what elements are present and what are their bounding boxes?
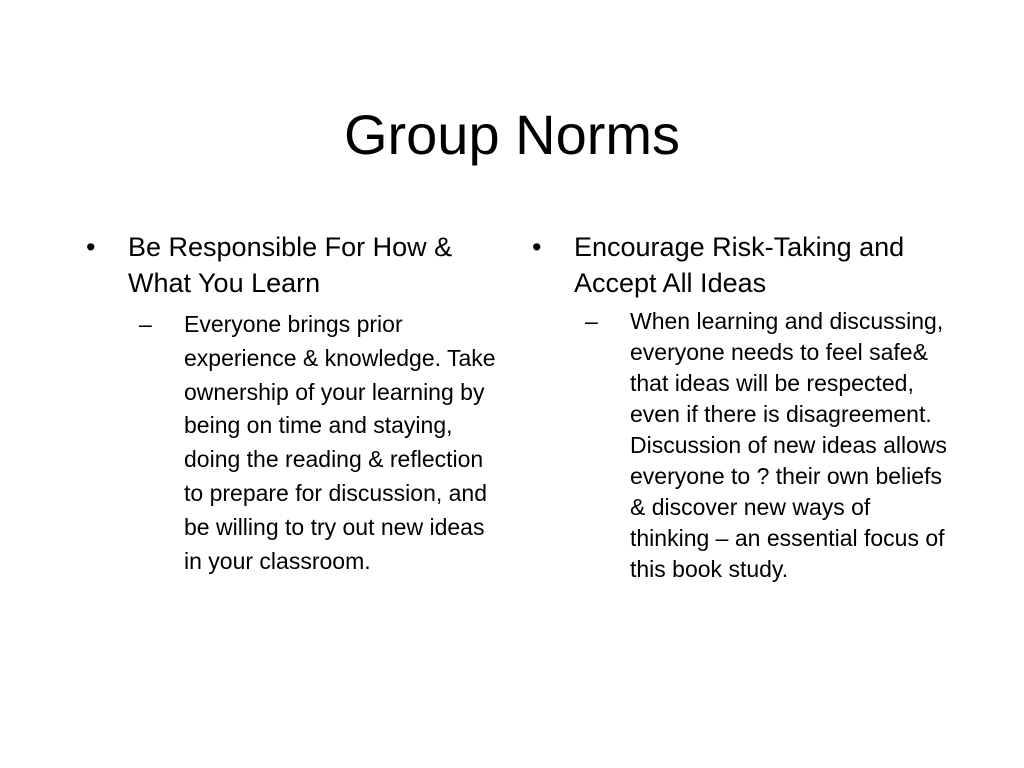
dash-icon: – <box>139 311 152 337</box>
sub-bullet-text: When learning and discussing, everyone needs to feel safe& that ideas will be respected, even if there is disagreement. Discussion of new ideas allows everyone to ? their own beliefs & discover new ways of thinking – an essential focus of this book study. <box>630 308 948 582</box>
bullet-dot-icon: • <box>86 232 96 262</box>
left-column <box>84 229 504 578</box>
right-column <box>530 229 950 585</box>
bullet-heading: Encourage Risk-Taking and Accept All Ideas <box>574 232 905 298</box>
bullet-dot-icon: • <box>532 232 542 262</box>
sub-bullet-item <box>84 308 504 578</box>
dash-icon: – <box>585 308 598 334</box>
sub-bullet-text: Everyone brings prior experience & knowledge. Take ownership of your learning by being on time and staying, doing the reading & reflection to prepare for discussion, and be willing to try out new ideas in your classroom. <box>184 311 496 574</box>
slide-title: Group Norms <box>343 103 681 166</box>
bullet-heading: Be Responsible For How & What You Learn <box>128 232 453 298</box>
bullet-item <box>530 229 950 301</box>
sub-bullet-item <box>530 306 950 585</box>
bullet-item <box>84 229 504 301</box>
